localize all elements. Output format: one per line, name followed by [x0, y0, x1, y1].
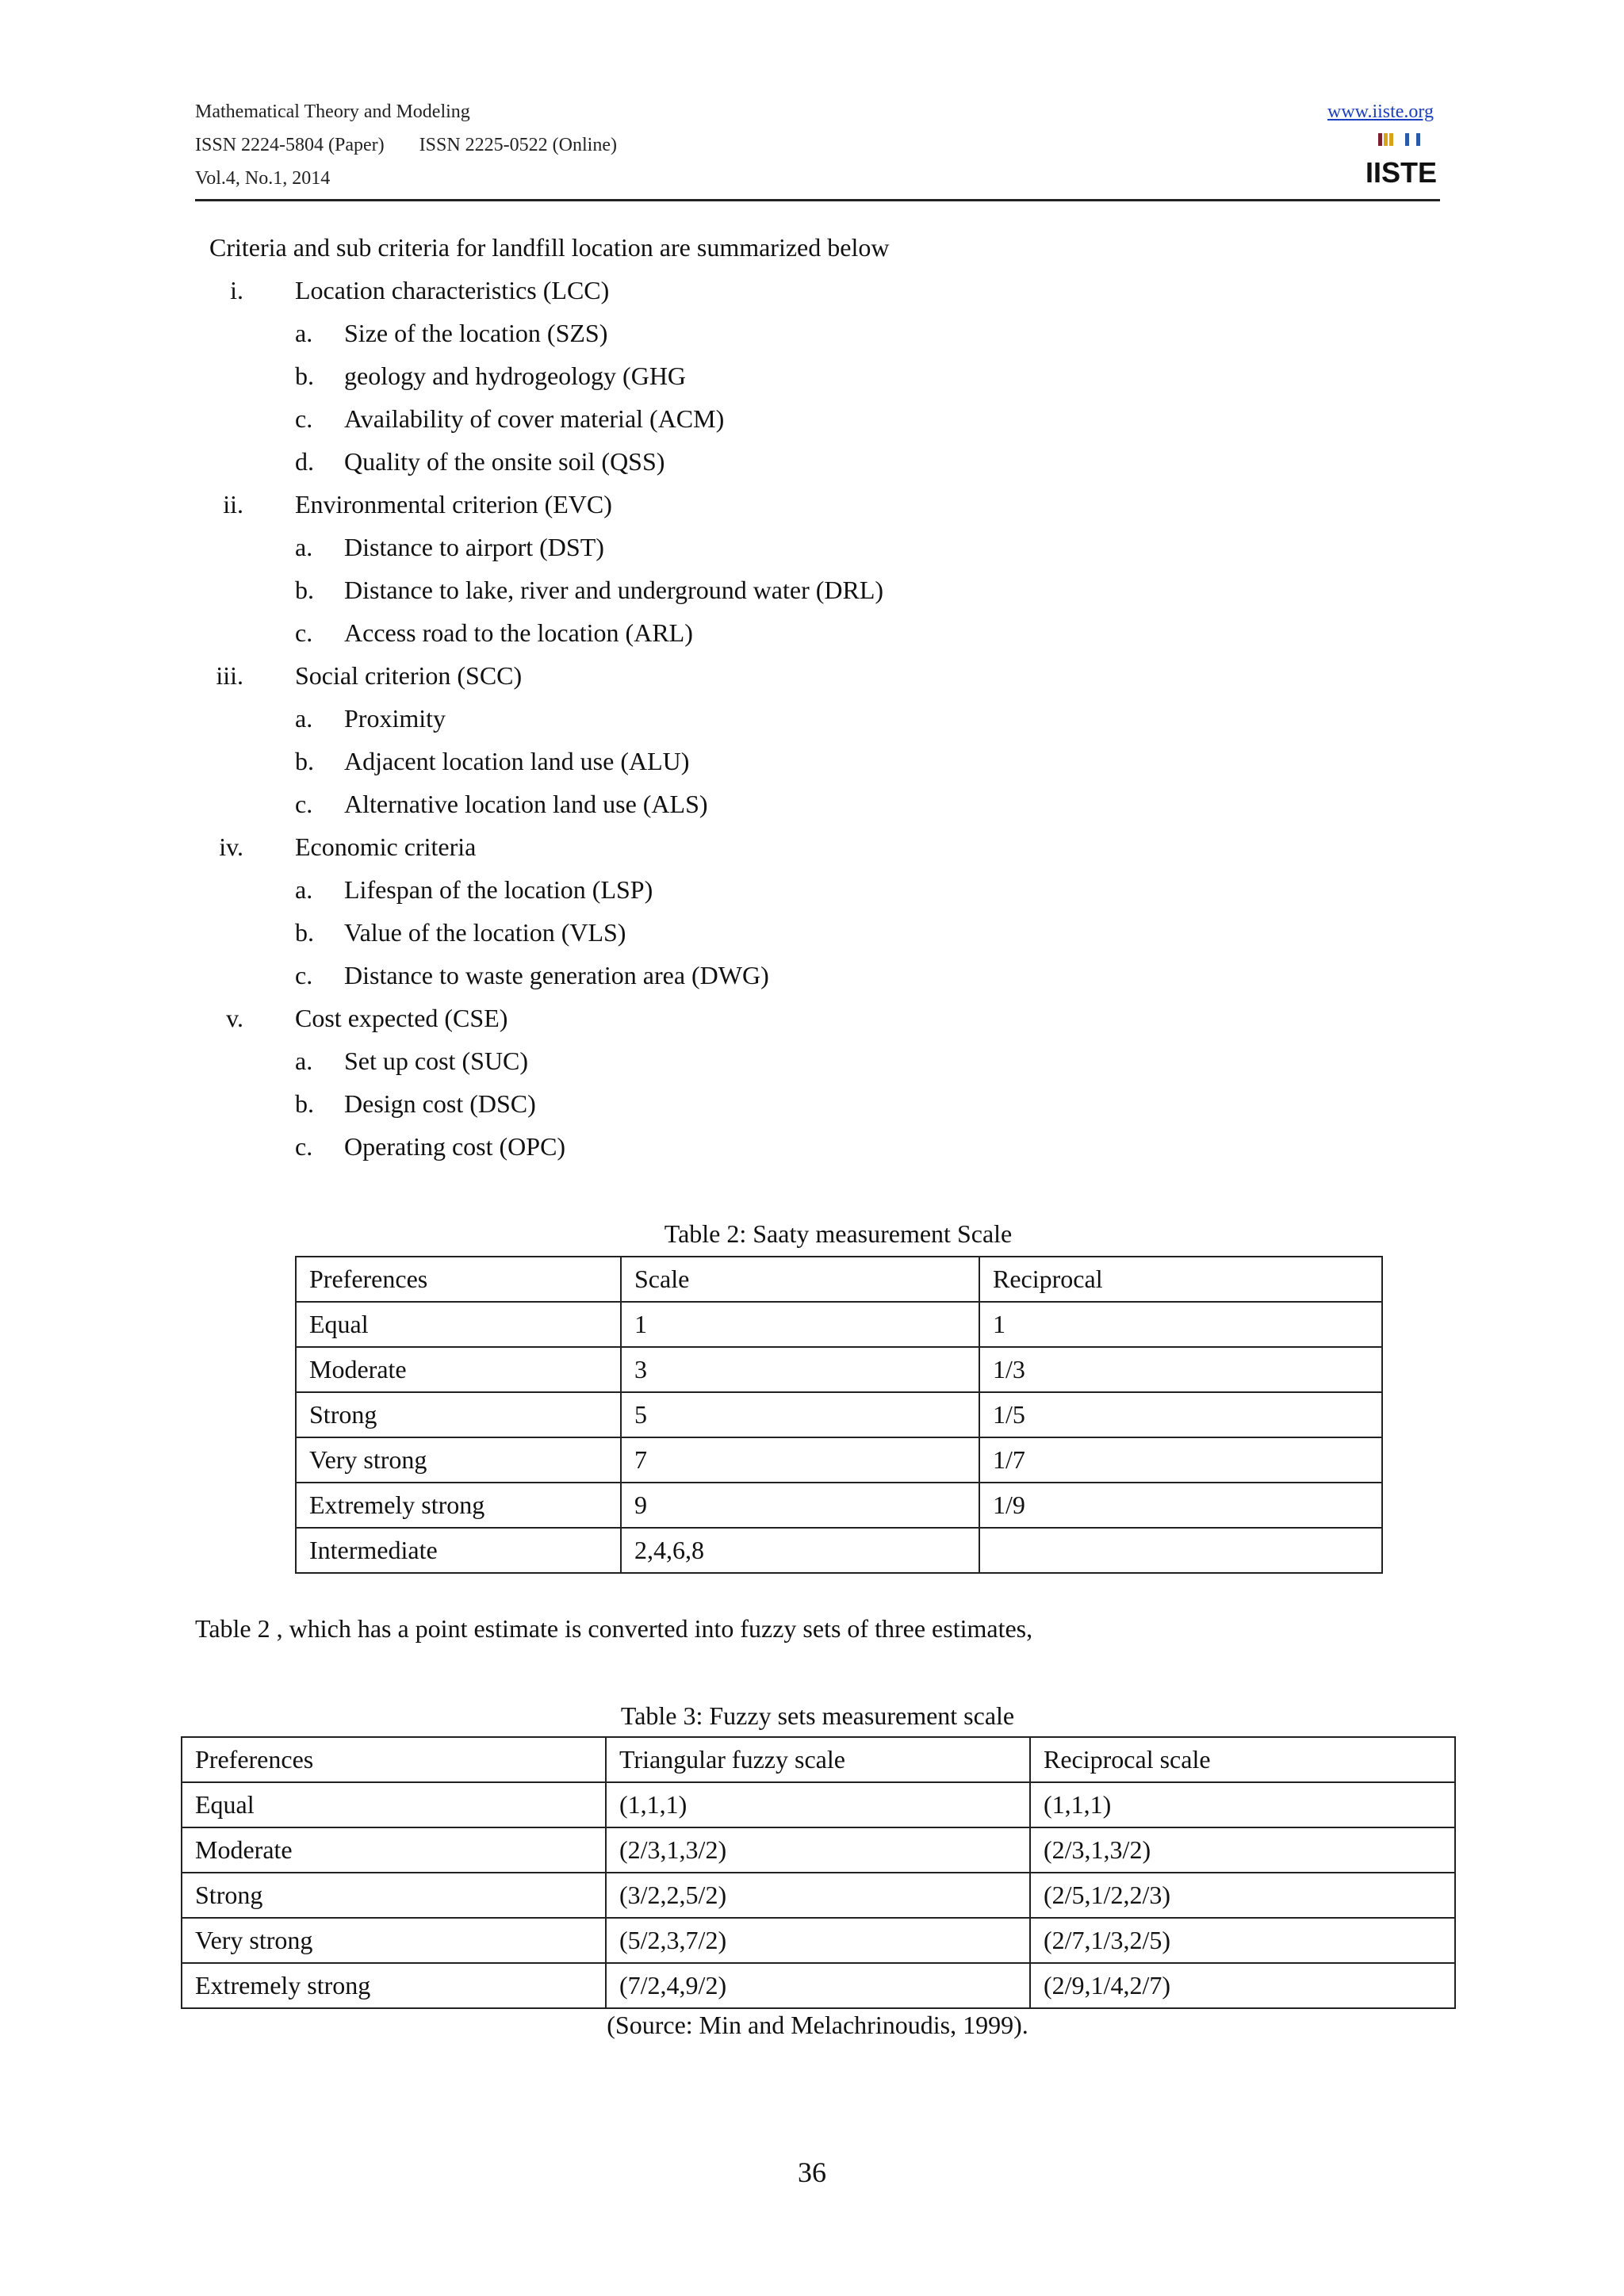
subcriterion-label: Quality of the onsite soil (QSS)	[344, 447, 665, 476]
table-cell: Moderate	[296, 1347, 621, 1392]
table-cell: (2/9,1/4,2/7)	[1030, 1963, 1455, 2008]
table-cell: Intermediate	[296, 1528, 621, 1573]
table2-caption: Table 2: Saaty measurement Scale	[664, 1219, 1013, 1248]
table-cell: 1/9	[979, 1483, 1382, 1528]
subcriterion-label: Alternative location land use (ALS)	[344, 790, 708, 818]
subcriterion-label: Lifespan of the location (LSP)	[344, 875, 653, 904]
subcriterion-label: Access road to the location (ARL)	[344, 618, 693, 647]
table3-caption: Table 3: Fuzzy sets measurement scale	[620, 1701, 1015, 1730]
table-cell: 9	[621, 1483, 979, 1528]
table-cell: 2,4,6,8	[621, 1528, 979, 1573]
criterion-numeral: ii.	[223, 490, 243, 519]
table-cell: (1,1,1)	[606, 1782, 1030, 1827]
subcriterion-label: Set up cost (SUC)	[344, 1047, 528, 1075]
subcriterion-letter: a.	[295, 319, 313, 347]
subcriterion-letter: a.	[295, 1047, 313, 1075]
criterion-numeral: i.	[230, 276, 243, 304]
table-cell: 1/3	[979, 1347, 1382, 1392]
table-header-row	[182, 1737, 1455, 1782]
table-cell: (5/2,3,7/2)	[606, 1918, 1030, 1963]
page-number: 36	[798, 2156, 826, 2188]
subcriterion-letter: b.	[295, 1089, 314, 1118]
criterion-numeral: v.	[226, 1004, 243, 1032]
table-row	[296, 1347, 1382, 1392]
table-cell: 1/7	[979, 1437, 1382, 1483]
subcriterion-letter: c.	[295, 404, 313, 433]
table-cell: 7	[621, 1437, 979, 1483]
table-cell: (1,1,1)	[1030, 1782, 1455, 1827]
table-cell: 5	[621, 1392, 979, 1437]
subcriterion-label: Size of the location (SZS)	[344, 319, 608, 347]
subcriterion-label: Distance to airport (DST)	[344, 533, 604, 561]
table-cell: Strong	[182, 1873, 606, 1918]
journal-website-link[interactable]: www.iiste.org	[1327, 101, 1434, 122]
table-cell: Moderate	[182, 1827, 606, 1873]
criterion-numeral: iv.	[219, 832, 243, 861]
table-cell: (2/5,1/2,2/3)	[1030, 1873, 1455, 1918]
iiste-logo	[1365, 132, 1438, 189]
criterion-label: Social criterion (SCC)	[295, 661, 523, 690]
table-row	[182, 1782, 1455, 1827]
table-cell: Extremely strong	[296, 1483, 621, 1528]
subcriterion-letter: c.	[295, 618, 313, 647]
table-header-cell: Preferences	[182, 1737, 606, 1782]
subcriterion-label: Design cost (DSC)	[344, 1089, 536, 1118]
saaty-scale-table	[295, 1256, 1383, 1574]
subcriterion-label: Distance to waste generation area (DWG)	[344, 961, 769, 989]
table-cell: (2/3,1,3/2)	[1030, 1827, 1455, 1873]
table-cell: (2/7,1/3,2/5)	[1030, 1918, 1455, 1963]
journal-title: Mathematical Theory and Modeling	[195, 101, 470, 122]
subcriterion-letter: b.	[295, 362, 314, 390]
table-cell: (2/3,1,3/2)	[606, 1827, 1030, 1873]
subcriterion-letter: c.	[295, 961, 313, 989]
table-header-cell: Preferences	[296, 1257, 621, 1302]
table-header-cell: Reciprocal scale	[1030, 1737, 1455, 1782]
table-cell: Equal	[182, 1782, 606, 1827]
table-row	[182, 1918, 1455, 1963]
subcriterion-letter: b.	[295, 747, 314, 775]
table-row	[182, 1873, 1455, 1918]
subcriterion-letter: a.	[295, 533, 313, 561]
issn-paper: ISSN 2224-5804 (Paper)	[195, 135, 385, 155]
table-cell: Equal	[296, 1302, 621, 1347]
table-row	[296, 1437, 1382, 1483]
subcriterion-letter: b.	[295, 576, 314, 604]
table-cell: (7/2,4,9/2)	[606, 1963, 1030, 2008]
intro-sentence: Criteria and sub criteria for landfill location are summarized below	[209, 233, 890, 262]
table-row	[296, 1302, 1382, 1347]
table-cell: Very strong	[296, 1437, 621, 1483]
subcriterion-label: geology and hydrogeology (GHG	[344, 362, 687, 390]
subcriterion-letter: a.	[295, 875, 313, 904]
table-source-note: (Source: Min and Melachrinoudis, 1999).	[607, 2011, 1028, 2039]
table-cell: 1/5	[979, 1392, 1382, 1437]
issn-online: ISSN 2225-0522 (Online)	[419, 135, 617, 155]
table-cell: 3	[621, 1347, 979, 1392]
criterion-label: Economic criteria	[295, 832, 477, 861]
table-row	[296, 1528, 1382, 1573]
criterion-numeral: iii.	[216, 661, 243, 690]
fuzzy-scale-table	[181, 1736, 1456, 2009]
volume-info: Vol.4, No.1, 2014	[195, 168, 331, 189]
criterion-label: Environmental criterion (EVC)	[295, 490, 612, 519]
subcriterion-letter: b.	[295, 918, 314, 947]
table-row	[296, 1483, 1382, 1528]
criterion-label: Cost expected (CSE)	[295, 1004, 508, 1032]
subcriterion-letter: a.	[295, 704, 313, 733]
table-header-cell: Reciprocal	[979, 1257, 1382, 1302]
table-header-cell: Scale	[621, 1257, 979, 1302]
subcriterion-letter: d.	[295, 447, 314, 476]
subcriterion-label: Proximity	[344, 704, 446, 733]
table-cell: 1	[621, 1302, 979, 1347]
subcriterion-label: Operating cost (OPC)	[344, 1132, 566, 1161]
table-cell: 1	[979, 1302, 1382, 1347]
body-paragraph: Table 2 , which has a point estimate is converted into fuzzy sets of three estimates,	[195, 1614, 1033, 1643]
logo-text: IISTE	[1365, 156, 1438, 189]
table-header-row	[296, 1257, 1382, 1302]
header-rule	[195, 199, 1440, 201]
table-cell: Strong	[296, 1392, 621, 1437]
table-row	[296, 1392, 1382, 1437]
table-cell: (3/2,2,5/2)	[606, 1873, 1030, 1918]
subcriterion-label: Availability of cover material (ACM)	[344, 404, 725, 433]
subcriterion-label: Value of the location (VLS)	[344, 918, 626, 947]
table-cell	[979, 1528, 1382, 1573]
table-header-cell: Triangular fuzzy scale	[606, 1737, 1030, 1782]
issn-line	[195, 133, 617, 157]
table-row	[182, 1827, 1455, 1873]
table-cell: Extremely strong	[182, 1963, 606, 2008]
criterion-label: Location characteristics (LCC)	[295, 276, 610, 304]
table-cell: Very strong	[182, 1918, 606, 1963]
subcriterion-letter: c.	[295, 790, 313, 818]
subcriterion-label: Adjacent location land use (ALU)	[344, 747, 690, 775]
table-row	[182, 1963, 1455, 2008]
subcriterion-label: Distance to lake, river and underground water (DRL)	[344, 576, 884, 604]
subcriterion-letter: c.	[295, 1132, 313, 1161]
